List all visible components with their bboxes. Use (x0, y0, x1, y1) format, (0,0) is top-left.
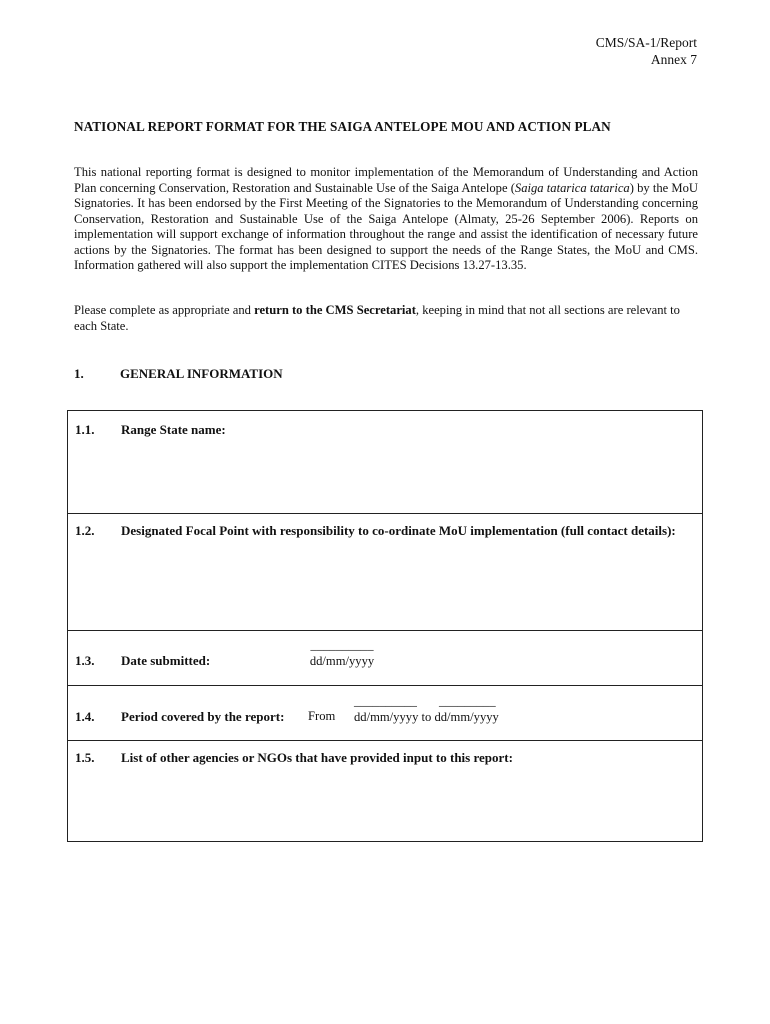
instructions-paragraph (74, 303, 698, 334)
general-information-form (67, 410, 703, 842)
row-number: 1.2. (75, 523, 95, 538)
section-number: 1. (74, 366, 84, 381)
annex-label: Annex 7 (650, 52, 697, 67)
date-blank-line: __________ (310, 638, 374, 652)
intro-text-start: This national reporting format is designed to monitor implementation of the Memorandum of Understanding and Action Plan concerning Conservation, Restoration and Sustainable Use of the Saiga Antelope ( (74, 165, 698, 195)
form-row-range-state[interactable] (68, 411, 702, 514)
row-label: Date submitted: (121, 653, 211, 668)
row-label: List of other agencies or NGOs that have provided input to this report: (121, 750, 513, 765)
row-number: 1.4. (75, 709, 95, 724)
row-number: 1.3. (75, 653, 95, 668)
section-title: GENERAL INFORMATION (120, 366, 283, 381)
row-number: 1.5. (75, 750, 95, 765)
instructions-text-start: Please complete as appropriate and (74, 303, 255, 317)
date-format-hint: dd/mm/yyyy (309, 654, 375, 668)
instructions-text-end: , keeping in mind that not all sections are relevant to each State. (74, 303, 680, 333)
row-label: Period covered by the report: (121, 709, 285, 724)
return-instruction: return to the CMS Secretariat (254, 303, 416, 317)
section-heading (74, 366, 283, 382)
form-row-focal-point[interactable] (68, 514, 702, 631)
form-row-period-covered[interactable] (68, 686, 702, 741)
form-row-contributing-agencies[interactable] (68, 741, 702, 841)
intro-paragraph (74, 165, 698, 274)
document-title: NATIONAL REPORT FORMAT FOR THE SAIGA ANTELOPE MOU AND ACTION PLAN (74, 119, 611, 134)
period-blank-lines (354, 693, 499, 709)
document-code: CMS/SA-1/Report (595, 35, 697, 50)
form-row-date-submitted[interactable] (68, 631, 702, 686)
document-reference (596, 34, 697, 68)
period-range-field[interactable] (354, 693, 499, 725)
period-from-blank: __________ (354, 694, 417, 708)
row-label: Range State name: (121, 422, 226, 437)
period-format-hint: dd/mm/yyyy to dd/mm/yyyy (354, 710, 499, 724)
date-submitted-field[interactable] (306, 637, 378, 669)
period-to-blank: _________ (438, 694, 496, 708)
species-name: Saiga tatarica tatarica (514, 180, 630, 195)
period-from-label: From (308, 709, 336, 723)
row-label: Designated Focal Point with responsibility to co-ordinate MoU implementation (full contact details): (121, 523, 676, 538)
row-number: 1.1. (75, 422, 95, 437)
intro-text-end: ) by the MoU Signatories. It has been endorsed by the First Meeting of the Signatories to the Memorandum of Understanding concerning Conservation, Restoration and Sustainable Use of the Saiga Antelope (Almaty, 25-26 September 2006). Reports on implementation will support exchange of information throughout the range and assist the identification of necessary future actions by the Signatories. The format has been designed to support the needs of the Range States, the MoU and CMS. Information gathered will also support the implementation CITES Decisions 13.27-13.35. (74, 180, 698, 272)
